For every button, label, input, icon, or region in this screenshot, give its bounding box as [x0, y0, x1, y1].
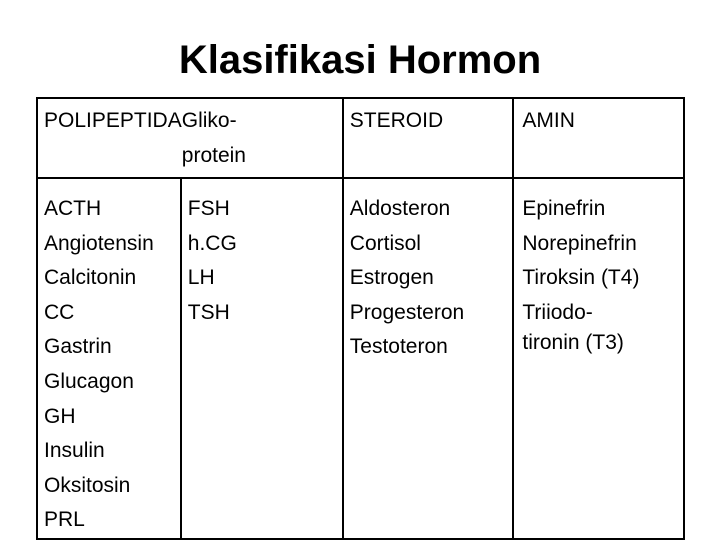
list-item: Testoteron: [349, 335, 448, 359]
list-item: Tiroksin (T4): [522, 266, 640, 290]
cell-polipeptida-list: [37, 178, 181, 539]
list-item: PRL: [44, 508, 85, 532]
cell-steroid-list: [343, 178, 514, 539]
list-item: Insulin: [44, 439, 105, 463]
list-item: ACTH: [44, 197, 102, 220]
list-item: TSH: [187, 300, 230, 324]
cell-glikoprotein-list: [181, 178, 343, 539]
header-amin: AMIN: [522, 109, 575, 132]
list-item: h.CG: [187, 231, 237, 255]
header-polipeptida: POLIPEPTIDA: [44, 109, 182, 132]
list-item: Norepinefrin: [522, 231, 637, 255]
header-steroid: STEROID: [349, 109, 444, 132]
list-item: Cortisol: [349, 231, 421, 255]
list-item: Estrogen: [349, 266, 434, 290]
list-item: Calcitonin: [44, 266, 137, 290]
table-body-row: [37, 178, 684, 539]
table-header-row: [37, 98, 684, 178]
list-item: Aldosteron: [349, 197, 451, 220]
list-item: Triiodo-: [522, 300, 593, 324]
list-item: CC: [44, 300, 75, 324]
header-cell-polipeptida: [37, 98, 181, 178]
list-item: Oksitosin: [44, 473, 131, 497]
list-item: Epinefrin: [522, 197, 606, 220]
header-glikoprotein-line2: protein: [181, 143, 246, 167]
page-title: Klasifikasi Hormon: [178, 38, 542, 82]
header-cell-steroid: [343, 98, 514, 178]
list-item: Angiotensin: [44, 231, 154, 255]
header-cell-amin: [513, 98, 684, 178]
list-item: FSH: [187, 197, 230, 220]
list-item: Progesteron: [349, 300, 465, 324]
list-item: tironin (T3): [522, 331, 624, 355]
hormone-classification-table: [36, 97, 685, 540]
list-item: LH: [187, 266, 215, 290]
cell-amin-list: [513, 178, 684, 539]
header-glikoprotein-line1: Gliko-: [181, 109, 237, 132]
list-item: Glucagon: [44, 369, 134, 393]
header-cell-glikoprotein: [181, 98, 343, 178]
list-item: Gastrin: [44, 335, 112, 359]
list-item: GH: [44, 404, 76, 428]
